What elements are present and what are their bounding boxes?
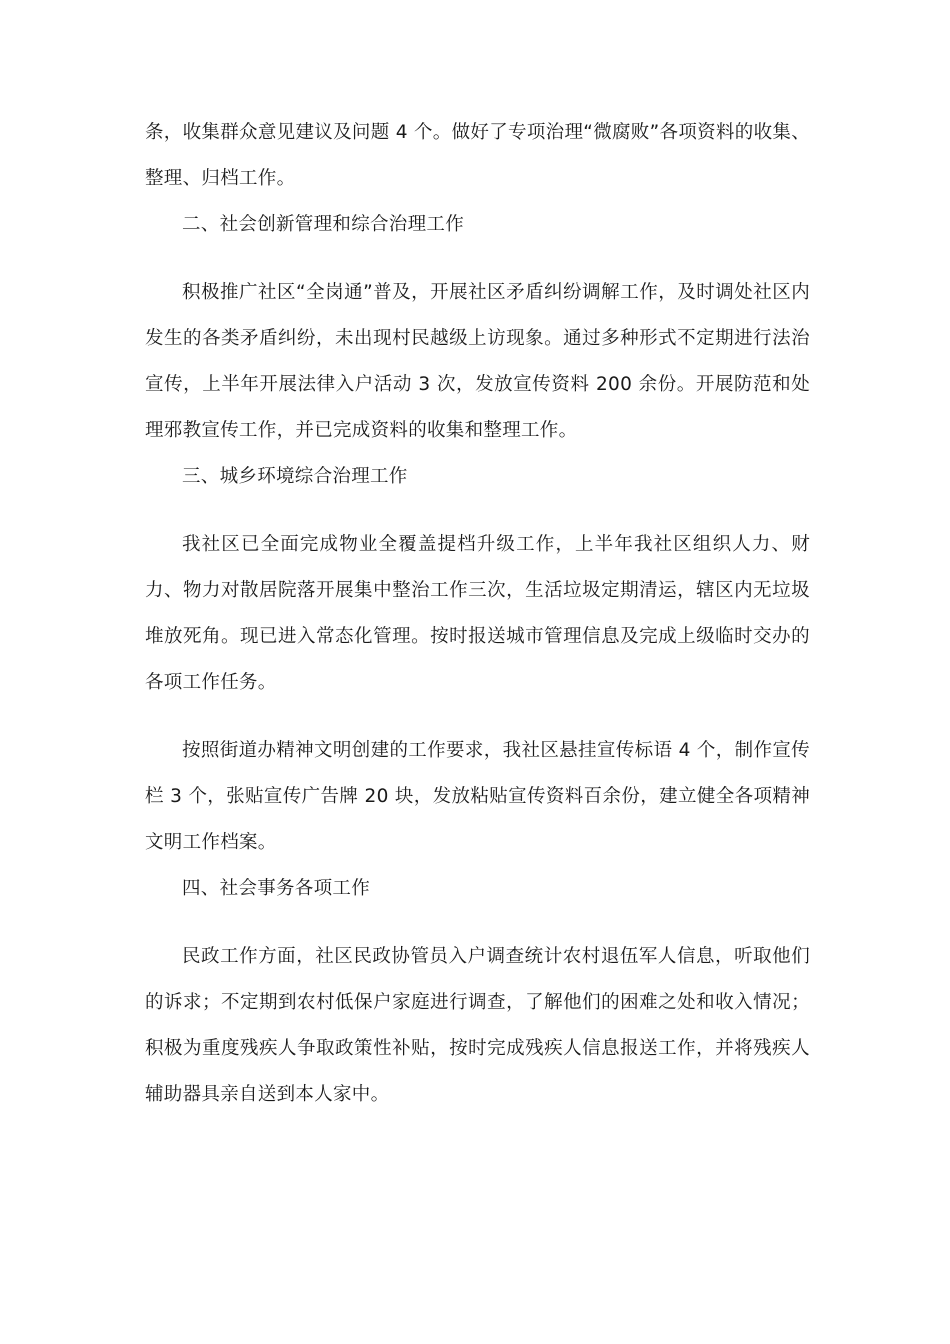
document-page — [145, 110, 810, 1118]
section-heading-4: 四、社会事务各项工作 — [182, 878, 371, 899]
section-heading-2: 二、社会创新管理和综合治理工作 — [182, 214, 465, 235]
paragraph-social-governance: 积极推广社区“全岗通”普及，开展社区矛盾纠纷调解工作，及时调处社区内发生的各类矛盾纠纷，未出现村民越级上访现象。通过多种形式不定期进行法治宣传，上半年开展法律入户活动 3 次，发放宣传资料 200 余份。开展防范和处理邪教宣传工作，并已完成资料的收集和整理工作。 — [145, 282, 810, 441]
paragraph-continuation: 条，收集群众意见建议及问题 4 个。做好了专项治理“微腐败”各项资料的收集、整理、归档工作。 — [145, 122, 810, 189]
paragraph-civil-affairs: 民政工作方面，社区民政协管员入户调查统计农村退伍军人信息，听取他们的诉求；不定期到农村低保户家庭进行调查，了解他们的困难之处和收入情况；积极为重度残疾人争取政策性补贴，按时完成残疾人信息报送工作，并将残疾人辅助器具亲自送到本人家中。 — [145, 946, 810, 1105]
paragraph-environment: 我社区已全面完成物业全覆盖提档升级工作，上半年我社区组织人力、财力、物力对散居院落开展集中整治工作三次，生活垃圾定期清运，辖区内无垃圾堆放死角。现已进入常态化管理。按时报送城市管理信息及完成上级临时交办的各项工作任务。 — [145, 534, 810, 693]
paragraph-civilization: 按照街道办精神文明创建的工作要求，我社区悬挂宣传标语 4 个，制作宣传栏 3 个，张贴宣传广告牌 20 块，发放粘贴宣传资料百余份，建立健全各项精神文明工作档案。 — [145, 740, 810, 853]
section-heading-3: 三、城乡环境综合治理工作 — [182, 466, 408, 487]
